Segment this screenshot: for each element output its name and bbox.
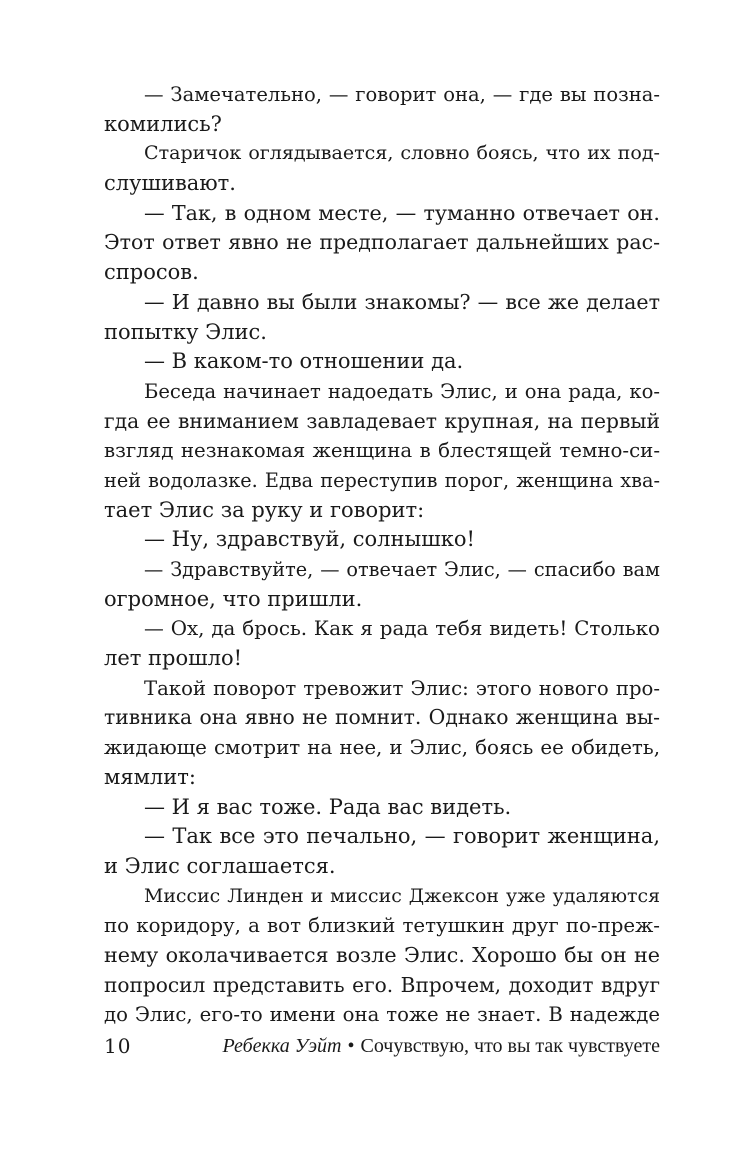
text-line: Миссис Линден и миссис Джексон уже удаляются — [144, 884, 660, 907]
text-line: попросил представить его. Впрочем, доходит вдруг — [104, 972, 660, 997]
text-line: Беседа начинает надоедать Элис, и она рада, ко- — [144, 379, 660, 403]
text-line: жидающе смотрит на нее, и Элис, боясь ее обидеть, — [104, 736, 660, 760]
text-line: спросов. — [104, 260, 199, 285]
text-line: — Здравствуйте, — отвечает Элис, — спасибо вам — [144, 558, 660, 581]
text-line: комились? — [104, 111, 222, 136]
running-head — [222, 1029, 660, 1063]
text-line: — В каком-то отношении да. — [144, 349, 464, 374]
text-line: тивника она явно не помнит. Однако женщина вы- — [104, 705, 660, 730]
text-line: — Замечательно, — говорит она, — где вы позна- — [144, 83, 660, 106]
text-line: слушивают. — [104, 171, 236, 196]
text-line: — Ну, здравствуй, солнышко! — [144, 527, 475, 552]
text-line: тает Элис за руку и говорит: — [104, 497, 425, 522]
running-head-separator: • — [347, 1035, 355, 1057]
text-line: огромное, что пришли. — [104, 586, 363, 611]
text-line: взгляд незнакомая женщина в блестящей темно-си- — [104, 439, 660, 463]
text-line: нему околачивается возле Элис. Хорошо бы он не — [104, 942, 660, 967]
text-line: — И я вас тоже. Рада вас видеть. — [144, 794, 512, 819]
text-line: — Так, в одном месте, — туманно отвечает он. — [144, 200, 660, 225]
text-line: мямлит: — [104, 764, 196, 789]
text-line: лет прошло! — [104, 646, 243, 671]
page-number: 10 — [104, 1034, 132, 1058]
running-head-author: Ребекка Уэйт — [222, 1035, 342, 1057]
text-line: Такой поворот тревожит Элис: этого нового про- — [144, 676, 660, 700]
text-line: — Так все это печально, — говорит женщина, — [144, 824, 660, 849]
text-line: попытку Элис. — [104, 319, 267, 344]
text-line: по коридору, а вот близкий тетушкин друг по-преж- — [104, 914, 660, 938]
text-line: и Элис соглашается. — [104, 853, 336, 878]
text-line: — Ох, да брось. Как я рада тебя видеть! Столько — [144, 617, 660, 641]
text-line: до Элис, его-то имени она тоже не знает. В надежде — [104, 1003, 660, 1027]
body-text — [104, 80, 660, 1030]
text-line: Старичок оглядывается, словно боясь, что их под- — [144, 142, 660, 165]
text-line: гда ее вниманием завладевает крупная, на первый — [104, 408, 660, 433]
text-line: Этот ответ явно не предполагает дальнейших рас- — [104, 230, 660, 255]
text-line: ней водолазке. Едва переступив порог, женщина хва- — [104, 468, 660, 492]
page-footer — [104, 1029, 660, 1063]
text-line: — И давно вы были знакомы? — все же делает — [144, 289, 660, 314]
running-head-title: Сочувствую, что вы так чувствуете — [360, 1035, 660, 1057]
